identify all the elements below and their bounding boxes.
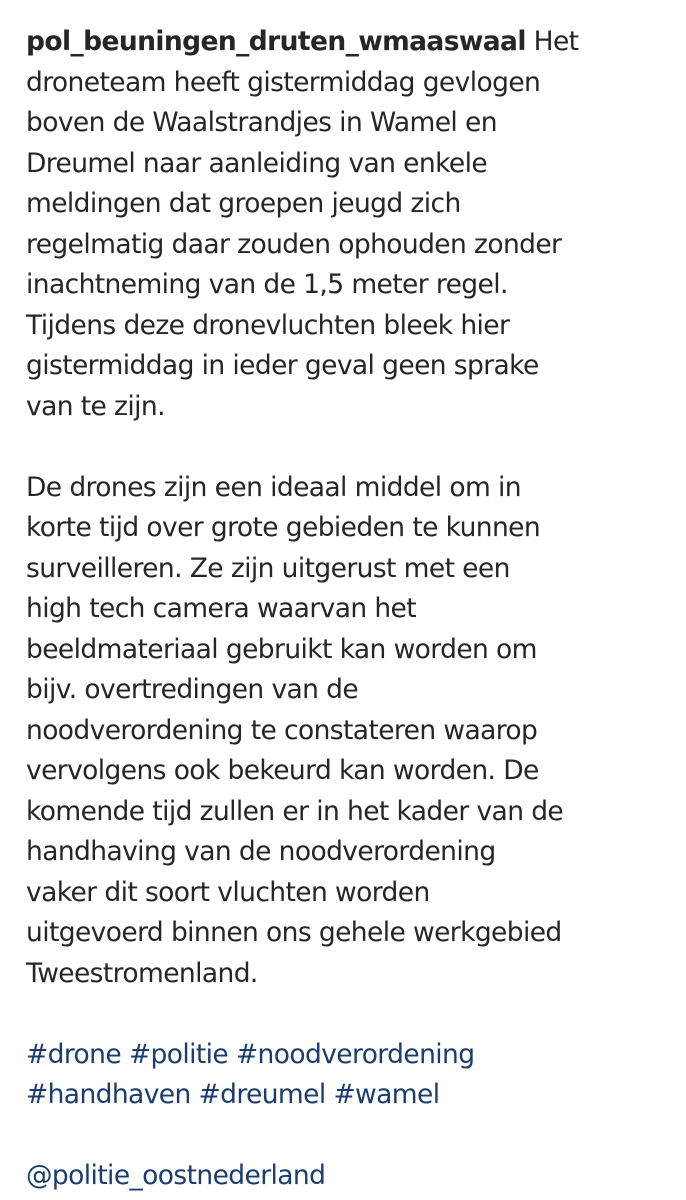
caption-line: inachtneming van de 1,5 meter regel. [26, 269, 508, 300]
caption-line: van te zijn. [26, 390, 165, 422]
caption-line: beeldmateriaal gebruikt kan worden om [26, 633, 537, 665]
hashtag-politie[interactable]: #politie [128, 1038, 229, 1070]
caption-line: Tweestromenland. [26, 957, 258, 989]
caption-paragraph-2 [26, 468, 676, 995]
caption-first-line [26, 22, 676, 63]
hashtag-drone[interactable]: #drone [26, 1038, 122, 1070]
caption-line: bijv. overtredingen van de [26, 674, 359, 705]
caption-line: boven de Waalstrandjes in Wamel en [26, 107, 497, 138]
caption-line: high tech camera waarvan het [26, 593, 417, 624]
caption-line: vaker dit soort vluchten worden [26, 876, 430, 908]
caption-line: gistermiddag in ieder geval geen sprake [26, 350, 539, 381]
mention-link[interactable]: @politie_oostnederland [26, 1160, 326, 1191]
caption-line: vervolgens ook bekeurd kan worden. De [26, 755, 539, 786]
caption-line: komende tijd zullen er in het kader van de [26, 795, 564, 827]
hashtag-line [26, 1035, 676, 1076]
caption-line: surveilleren. Ze zijn uitgerust met een [26, 552, 510, 584]
hashtag-line [26, 1075, 676, 1116]
caption-line: Dreumel naar aanleiding van enkele [26, 147, 488, 179]
caption-line: De drones zijn een ideaal middel om in [26, 471, 521, 503]
caption-line: Tijdens deze dronevluchten bleek hier [26, 309, 510, 341]
paragraph-spacer [26, 427, 676, 468]
hashtag-wamel[interactable]: #wamel [333, 1079, 440, 1110]
paragraph-spacer [26, 994, 676, 1035]
caption-line: korte tijd over grote gebieden te kunnen [26, 512, 541, 543]
caption-line: meldingen dat groepen jeugd zich [26, 188, 461, 219]
post-caption [26, 22, 676, 1197]
username-link[interactable]: pol_beuningen_druten_wmaaswaal [26, 26, 526, 57]
hashtag-handhaven[interactable]: #handhaven [26, 1079, 191, 1110]
hashtag-dreumel[interactable]: #dreumel [198, 1079, 326, 1110]
hashtags [26, 1035, 676, 1116]
caption-line: uitgevoerd binnen ons gehele werkgebied [26, 917, 562, 948]
paragraph-spacer [26, 1116, 676, 1157]
caption-line: regelmatig daar zouden ophouden zonder [26, 228, 562, 260]
caption-line: handhaving van de noodverordening [26, 836, 496, 867]
caption-line: noodverordening te constateren waarop [26, 714, 538, 746]
caption-text-start: Het [525, 26, 579, 57]
caption-paragraph-1 [26, 63, 676, 428]
caption-line: droneteam heeft gistermiddag gevlogen [26, 66, 541, 98]
hashtag-noodverordening[interactable]: #noodverordening [235, 1038, 475, 1070]
